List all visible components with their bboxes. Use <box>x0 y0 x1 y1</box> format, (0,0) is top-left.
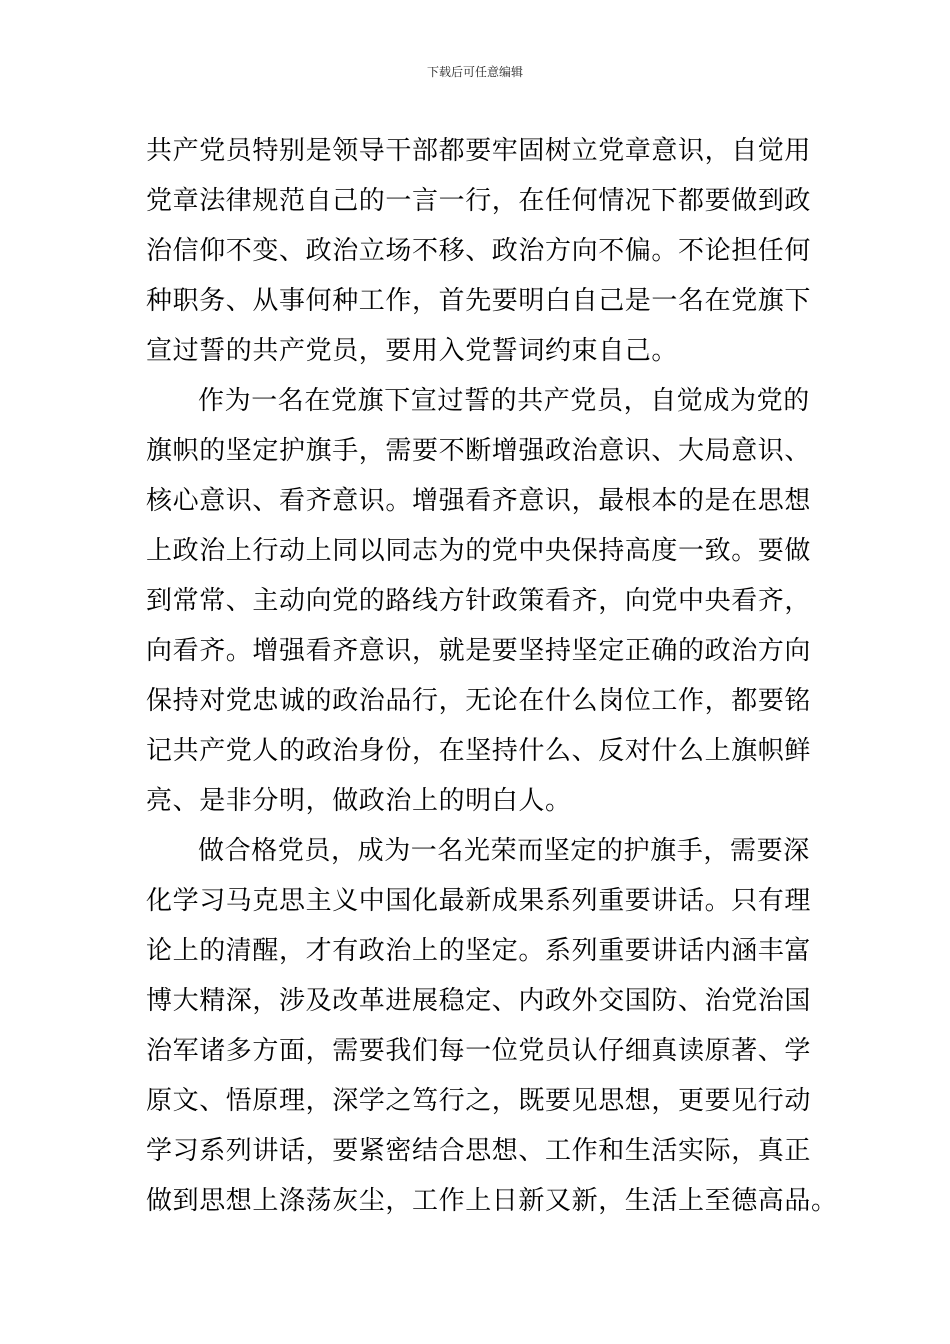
document-body <box>146 126 838 1226</box>
paragraph-line: 博大精深，涉及改革进展稳定、内政外交国防、治党治国 <box>146 986 812 1016</box>
paragraph-line: 记共产党人的政治身份，在坚持什么、反对什么上旗帜鲜 <box>146 736 812 766</box>
paragraph-line: 做到思想上涤荡灰尘，工作上日新又新，生活上至德高品。 <box>146 1186 838 1216</box>
paragraph-line: 上政治上行动上同以同志为的党中央保持高度一致。要做 <box>146 536 812 566</box>
paragraph-line: 共产党员特别是领导干部都要牢固树立党章意识，自觉用 <box>146 136 812 166</box>
paragraph-line: 化学习马克思主义中国化最新成果系列重要讲话。只有理 <box>146 886 812 916</box>
paragraph-line: 核心意识、看齐意识。增强看齐意识，最根本的是在思想 <box>146 486 812 516</box>
paragraph-line: 种职务、从事何种工作，首先要明白自己是一名在党旗下 <box>146 286 812 316</box>
paragraph-line: 旗帜的坚定护旗手，需要不断增强政治意识、大局意识、 <box>146 436 812 466</box>
paragraph-first-line: 做合格党员，成为一名光荣而坚定的护旗手，需要深 <box>198 836 810 866</box>
paragraph-line: 到常常、主动向党的路线方针政策看齐，向党中央看齐， <box>146 586 812 616</box>
paragraph-line: 保持对党忠诚的政治品行，无论在什么岗位工作，都要铭 <box>146 686 812 716</box>
paragraph-line: 党章法律规范自己的一言一行，在任何情况下都要做到政 <box>146 186 812 216</box>
paragraph-line: 学习系列讲话，要紧密结合思想、工作和生活实际，真正 <box>146 1136 812 1166</box>
paragraph-line: 向看齐。增强看齐意识，就是要坚持坚定正确的政治方向 <box>146 636 812 666</box>
page-header: 下载后可任意编辑 <box>426 65 523 79</box>
paragraph-line: 原文、悟原理，深学之笃行之，既要见思想，更要见行动 <box>146 1086 812 1116</box>
paragraph-line: 论上的清醒，才有政治上的坚定。系列重要讲话内涵丰富 <box>146 936 812 966</box>
paragraph-line: 宣过誓的共产党员，要用入党誓词约束自己。 <box>146 336 679 366</box>
paragraph-line: 治信仰不变、政治立场不移、政治方向不偏。不论担任何 <box>146 236 812 266</box>
paragraph-line: 亮、是非分明，做政治上的明白人。 <box>146 786 572 816</box>
paragraph-first-line: 作为一名在党旗下宣过誓的共产党员，自觉成为党的 <box>198 386 810 416</box>
paragraph-line: 治军诸多方面，需要我们每一位党员认仔细真读原著、学 <box>146 1036 812 1066</box>
